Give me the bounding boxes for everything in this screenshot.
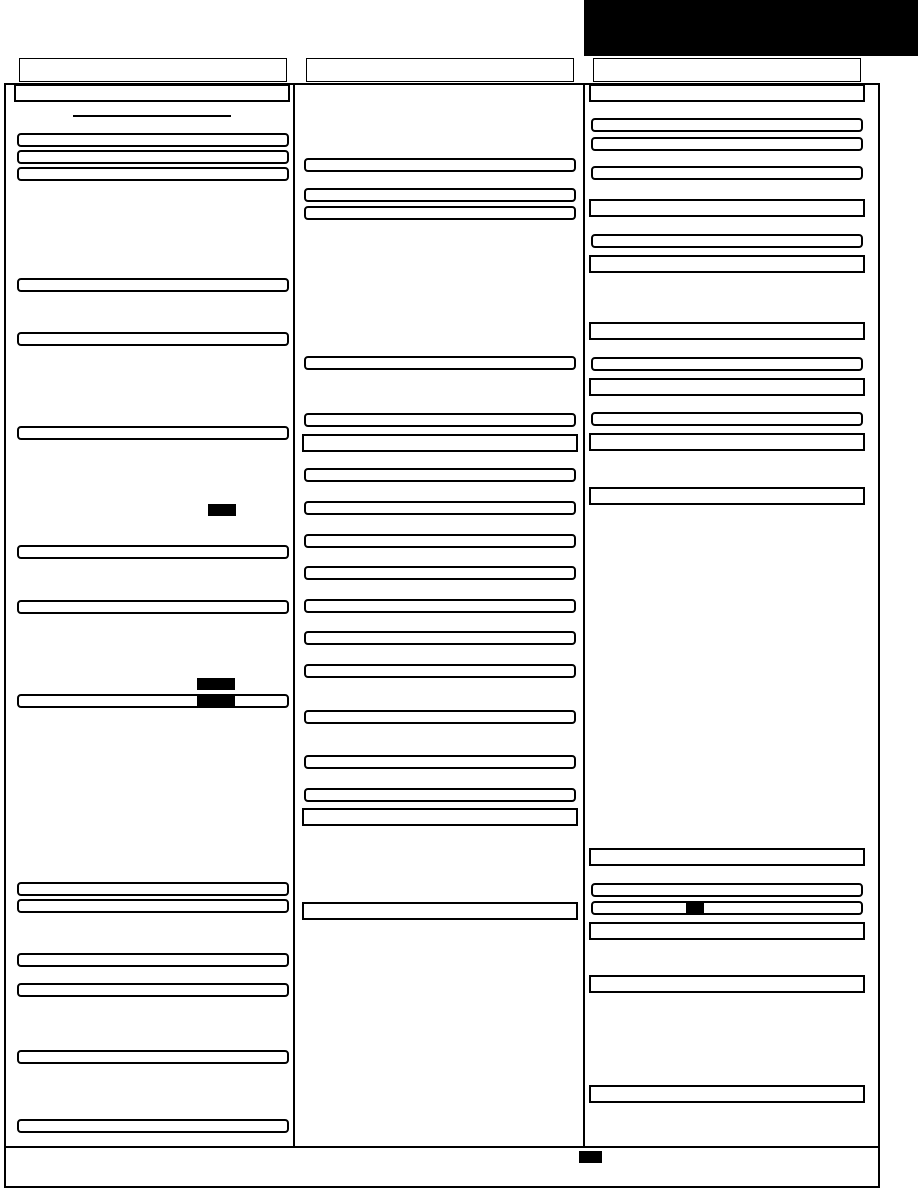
redaction-mark: [686, 902, 704, 914]
right-field-14[interactable]: [589, 848, 865, 866]
footer-divider: [5, 1146, 879, 1148]
redaction-mark: [208, 504, 236, 516]
left-field-5[interactable]: [17, 332, 289, 346]
right-field-7[interactable]: [589, 255, 865, 273]
column-divider-left: [293, 84, 295, 1148]
right-field-12[interactable]: [589, 433, 865, 451]
left-field-14[interactable]: [17, 1050, 289, 1064]
left-field-11[interactable]: [17, 899, 289, 913]
middle-field-6[interactable]: [302, 434, 578, 452]
left-field-4[interactable]: [17, 278, 289, 292]
left-field-9[interactable]: [17, 694, 289, 708]
middle-field-16[interactable]: [304, 788, 576, 802]
right-field-5[interactable]: [589, 199, 865, 217]
column-tab-right: [593, 58, 861, 82]
left-field-3[interactable]: [17, 167, 289, 181]
right-field-19[interactable]: [589, 1085, 865, 1103]
left-field-12[interactable]: [17, 953, 289, 967]
right-field-10[interactable]: [589, 378, 865, 396]
middle-field-17[interactable]: [302, 808, 578, 826]
footer-text: [10, 1152, 870, 1182]
middle-field-8[interactable]: [304, 501, 576, 515]
right-field-9[interactable]: [591, 357, 863, 371]
middle-field-12[interactable]: [304, 631, 576, 645]
middle-field-1[interactable]: [304, 158, 576, 172]
column-tab-left: [19, 58, 287, 82]
right-field-15[interactable]: [591, 883, 863, 897]
right-field-17[interactable]: [589, 922, 865, 940]
middle-field-14[interactable]: [304, 710, 576, 724]
right-field-18[interactable]: [589, 975, 865, 993]
middle-field-10[interactable]: [304, 566, 576, 580]
right-field-16[interactable]: [591, 901, 863, 915]
left-column-header: [14, 84, 290, 102]
left-field-6[interactable]: [17, 426, 289, 440]
middle-field-7[interactable]: [304, 468, 576, 482]
right-field-4[interactable]: [591, 166, 863, 180]
middle-field-4[interactable]: [304, 356, 576, 370]
left-field-1[interactable]: [17, 133, 289, 147]
redaction-mark: [197, 695, 235, 707]
right-field-2[interactable]: [591, 118, 863, 132]
right-field-6[interactable]: [591, 234, 863, 248]
right-field-8[interactable]: [589, 322, 865, 340]
left-field-15[interactable]: [17, 1119, 289, 1133]
middle-field-13[interactable]: [304, 664, 576, 678]
left-field-13[interactable]: [17, 983, 289, 997]
left-field-2[interactable]: [17, 150, 289, 164]
middle-field-15[interactable]: [304, 755, 576, 769]
right-field-13[interactable]: [589, 487, 865, 505]
right-field-1[interactable]: [589, 84, 865, 102]
header-black-block: [584, 0, 918, 56]
column-tab-middle: [306, 58, 574, 82]
left-field-8[interactable]: [17, 600, 289, 614]
middle-field-11[interactable]: [304, 599, 576, 613]
middle-field-18[interactable]: [302, 902, 578, 920]
right-field-11[interactable]: [591, 412, 863, 426]
middle-field-2[interactable]: [304, 188, 576, 202]
column-divider-right: [583, 84, 585, 1148]
middle-field-5[interactable]: [304, 413, 576, 427]
left-field-10[interactable]: [17, 882, 289, 896]
right-field-3[interactable]: [591, 137, 863, 151]
middle-field-3[interactable]: [304, 206, 576, 220]
redaction-mark: [197, 678, 235, 690]
redaction-mark: [579, 1151, 602, 1163]
middle-field-9[interactable]: [304, 534, 576, 548]
left-column-subheader-underline: [73, 115, 231, 117]
left-field-7[interactable]: [17, 545, 289, 559]
